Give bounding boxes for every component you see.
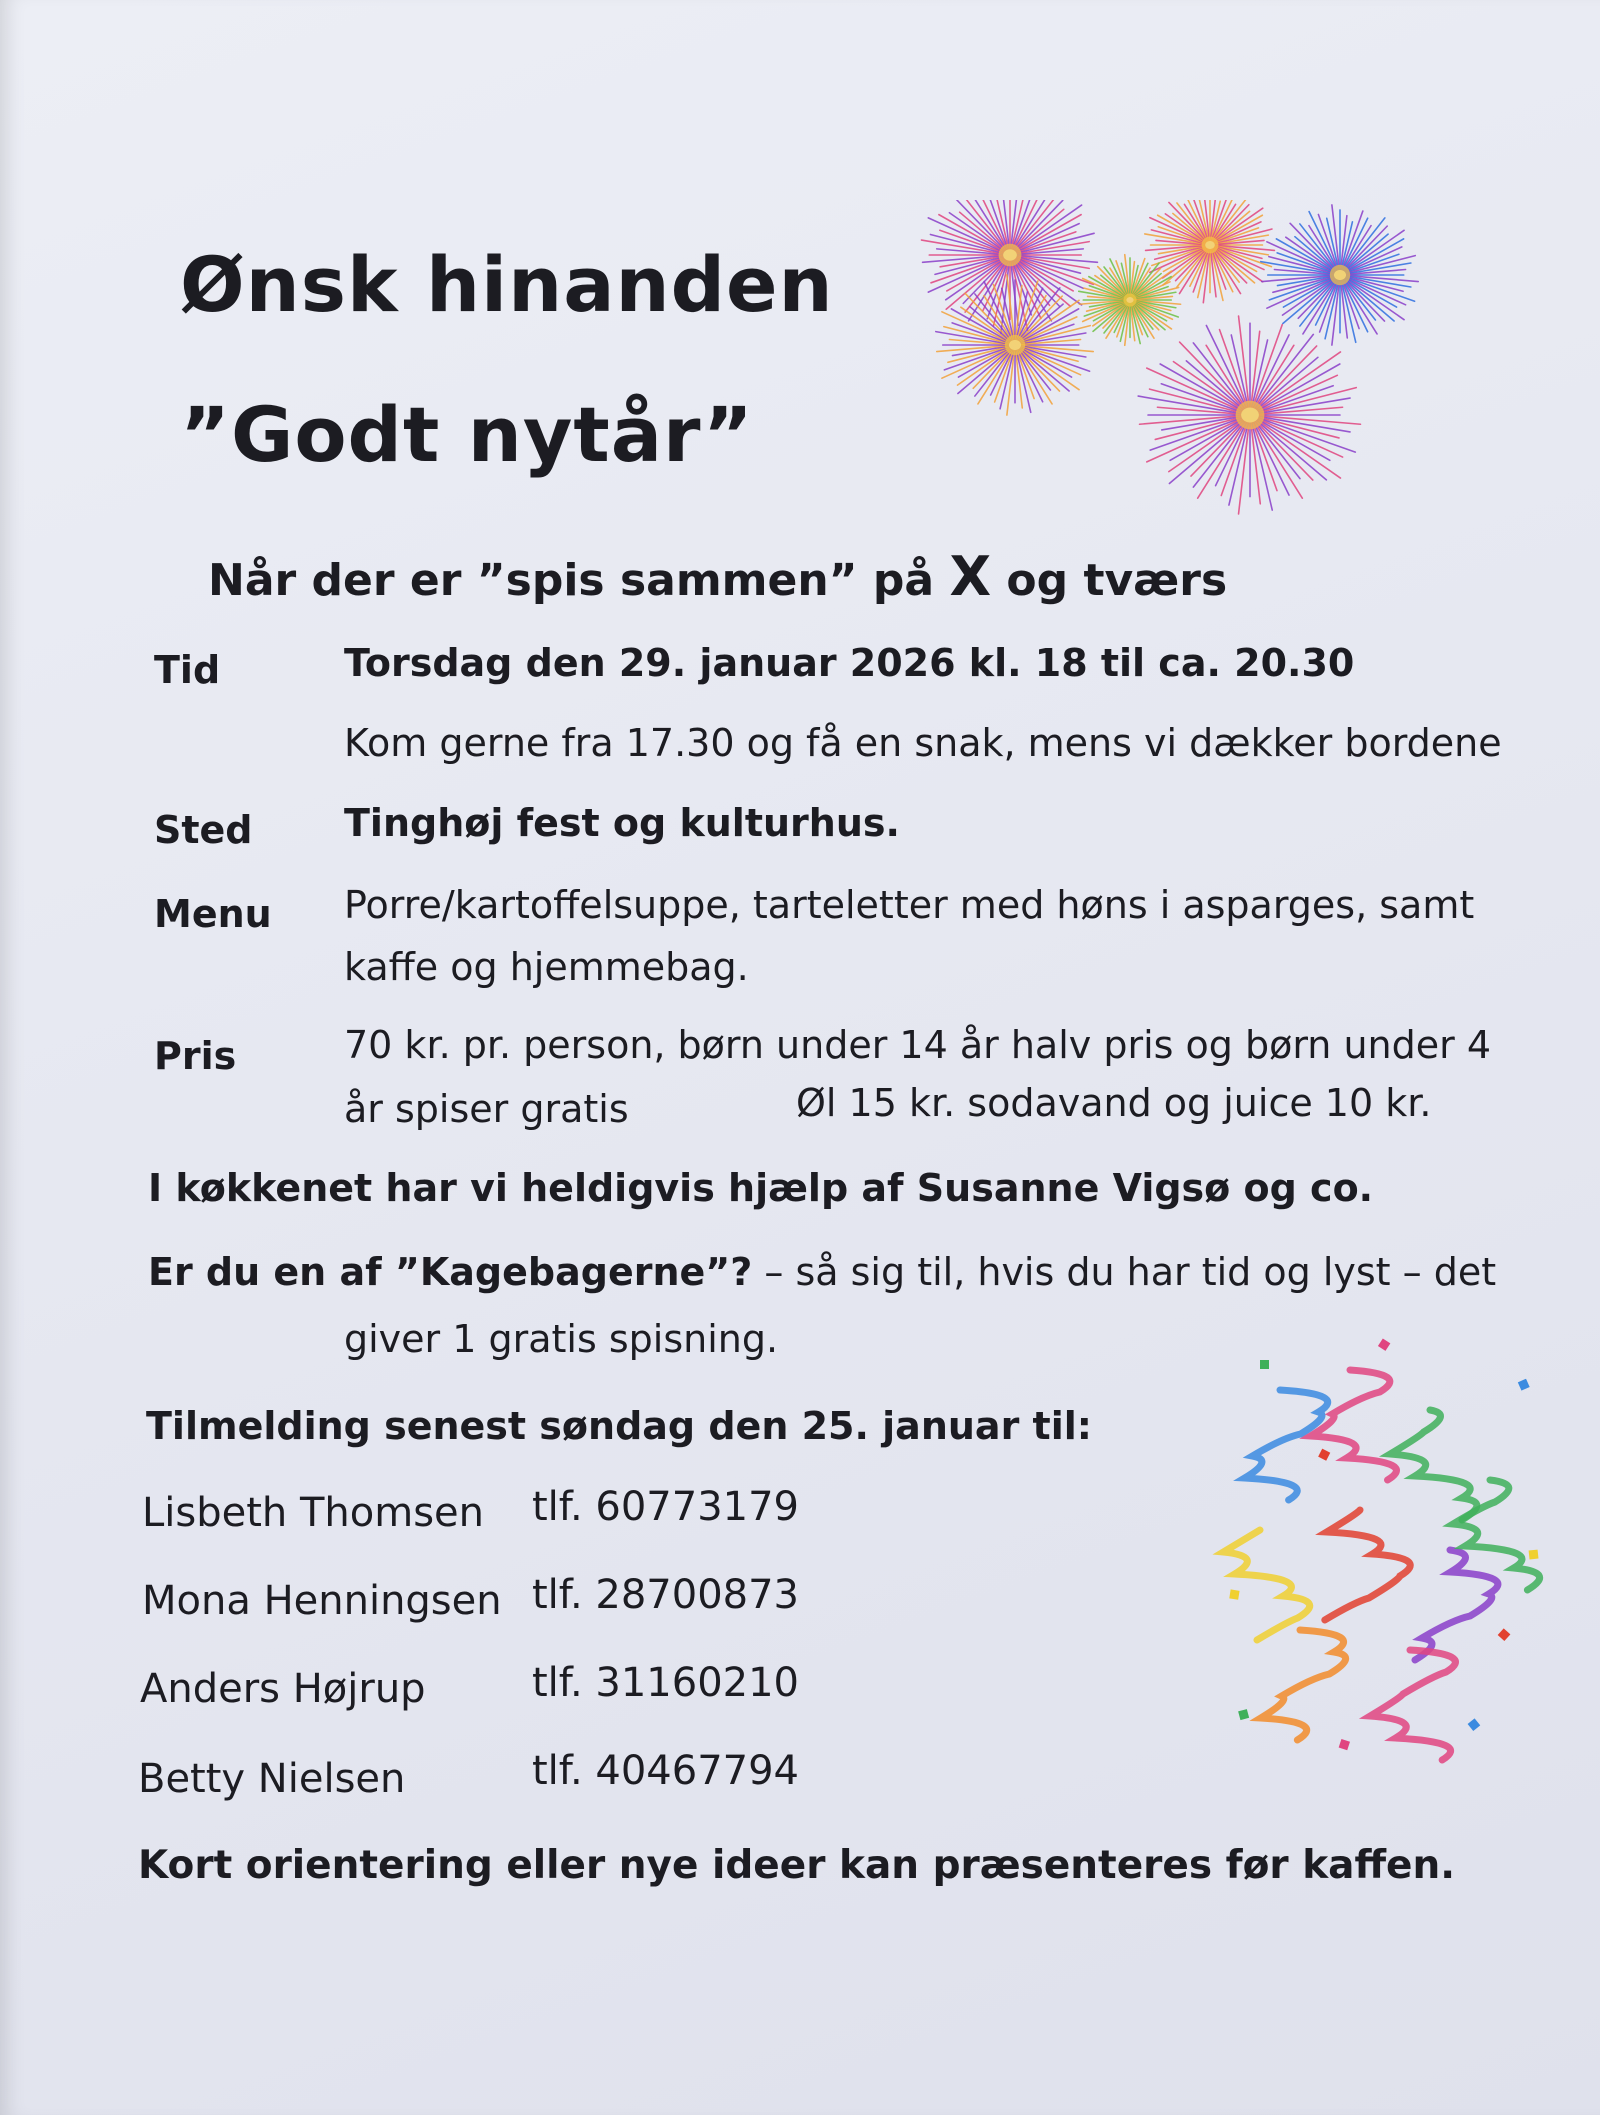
flyer-title-line2: ”Godt nytår” xyxy=(180,390,754,479)
subtitle-x: X xyxy=(949,545,992,608)
menu-line2: kaffe og hjemmebag. xyxy=(344,945,749,989)
pris-line2a: år spiser gratis xyxy=(344,1087,629,1131)
sted-label: Sted xyxy=(154,808,253,852)
subtitle-text-after: og tværs xyxy=(991,555,1228,606)
tid-value: Torsdag den 29. januar 2026 kl. 18 til ca. 20.30 xyxy=(344,641,1355,685)
contact-name: Anders Højrup xyxy=(140,1666,426,1712)
confetti-streamers-icon xyxy=(1200,1330,1560,1770)
bakers-bold: Er du en af ”Kagebagerne”? xyxy=(148,1250,753,1294)
sted-value: Tinghøj fest og kulturhus. xyxy=(344,801,900,845)
kitchen-note: I køkkenet har vi heldigvis hjælp af Susanne Vigsø og co. xyxy=(148,1166,1374,1210)
tid-label: Tid xyxy=(154,648,221,692)
bakers-rest: – så sig til, hvis du har tid og lyst – det xyxy=(752,1250,1497,1294)
contact-name: Lisbeth Thomsen xyxy=(142,1490,485,1536)
menu-line1: Porre/kartoffelsuppe, tarteletter med høns i asparges, samt xyxy=(344,883,1475,927)
fireworks-icon xyxy=(900,200,1440,520)
contact-phone: tlf. 40467794 xyxy=(532,1748,799,1794)
closing-note: Kort orientering eller nye ideer kan præsenteres før kaffen. xyxy=(138,1843,1456,1888)
contact-phone: tlf. 31160210 xyxy=(532,1660,799,1706)
pris-line1: 70 kr. pr. person, børn under 14 år halv pris og børn under 4 xyxy=(344,1023,1491,1067)
pris-line2b: Øl 15 kr. sodavand og juice 10 kr. xyxy=(796,1081,1432,1125)
bakers-line1 xyxy=(148,1240,1496,1304)
contact-name: Betty Nielsen xyxy=(138,1756,406,1802)
subtitle-text-before: Når der er ”spis sammen” på xyxy=(208,555,950,606)
contact-phone: tlf. 28700873 xyxy=(532,1572,799,1618)
contact-phone: tlf. 60773179 xyxy=(532,1484,799,1530)
flyer-title-line1: Ønsk hinanden xyxy=(180,240,834,329)
pris-label: Pris xyxy=(154,1034,237,1078)
menu-label: Menu xyxy=(154,892,272,936)
flyer-subtitle xyxy=(208,545,1227,608)
bakers-line2: giver 1 gratis spisning. xyxy=(344,1317,779,1361)
tid-note: Kom gerne fra 17.30 og få en snak, mens vi dækker bordene xyxy=(344,721,1502,765)
contact-name: Mona Henningsen xyxy=(142,1578,502,1624)
signup-heading: Tilmelding senest søndag den 25. januar til: xyxy=(146,1404,1092,1448)
